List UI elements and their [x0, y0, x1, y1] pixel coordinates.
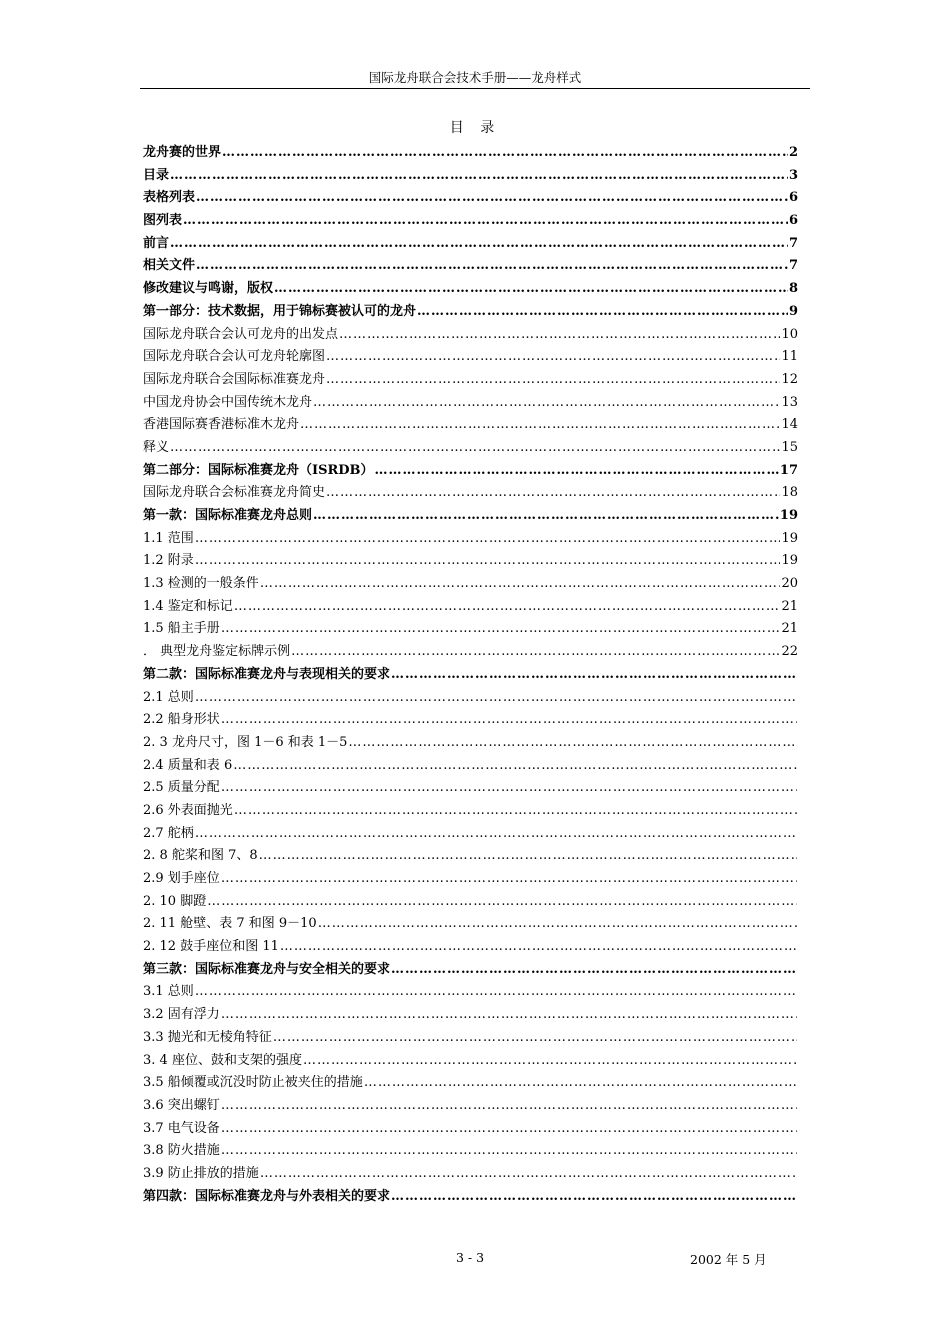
toc-dot-leader: [313, 505, 779, 528]
toc-entry-page: 19: [779, 508, 798, 523]
toc-dot-leader: [326, 346, 780, 369]
footer-page-number: 3 - 3: [455, 1250, 485, 1265]
toc-dot-leader: [318, 913, 797, 936]
toc-dot-leader: [221, 1140, 797, 1163]
toc-entry-label: 3.9 防止排放的措施: [143, 1165, 259, 1181]
toc-entry-label: 2.5 质量分配: [143, 780, 220, 796]
toc-dot-leader: [375, 460, 779, 483]
toc-entry[interactable]: [143, 936, 798, 959]
toc-entry-label: 图列表: [143, 213, 183, 229]
toc-entry-label: 第一部分：技术数据，用于锦标赛被认可的龙舟: [143, 303, 417, 319]
toc-dot-leader: [259, 845, 797, 868]
toc-entry-page: 22: [781, 644, 798, 660]
toc-entry-label: 3.1 总则: [143, 984, 194, 1000]
toc-entry-label: 2. 11 舱壁、表 7 和图 9－10: [143, 916, 317, 932]
toc-entry[interactable]: [143, 142, 798, 165]
toc-entry-label: 3.8 防火措施: [143, 1143, 220, 1159]
toc-dot-leader: [291, 641, 780, 664]
toc-entry-page: 15: [781, 439, 798, 455]
toc-entry[interactable]: [143, 1050, 798, 1073]
toc-entry-page: 9: [788, 303, 798, 319]
toc-entry-page: 13: [781, 394, 798, 410]
toc-entry[interactable]: [143, 1095, 798, 1118]
toc-entry[interactable]: [143, 301, 798, 324]
toc-dot-leader: [196, 255, 788, 278]
toc-entry-page: 20: [781, 576, 798, 592]
toc-entry-label: 第二款：国际标准赛龙舟与表现相关的要求: [143, 666, 391, 682]
toc-dot-leader: [221, 868, 797, 891]
toc-entry-label: 1.2 附录: [143, 553, 194, 569]
toc-entry-page: 21: [781, 598, 798, 614]
toc-dot-leader: [195, 528, 781, 551]
toc-entry[interactable]: [143, 1004, 798, 1027]
toc-dot-leader: [417, 301, 788, 324]
toc-entry-label: 前言: [143, 235, 170, 251]
toc-entry[interactable]: [143, 1118, 798, 1141]
toc-dot-leader: [326, 482, 780, 505]
toc-entry[interactable]: [143, 800, 798, 823]
toc-entry-label: ． 典型龙舟鉴定标牌示例: [143, 644, 291, 660]
toc-entry[interactable]: [143, 845, 798, 868]
toc-dot-leader: [221, 1095, 797, 1118]
toc-entry[interactable]: [143, 460, 798, 483]
toc-entry-label: 中国龙舟协会中国传统木龙舟: [143, 394, 313, 410]
toc-dot-leader: [221, 709, 797, 732]
toc-entry[interactable]: [143, 233, 798, 256]
toc-entry-page: 17: [779, 462, 798, 478]
toc-dot-leader: [391, 959, 797, 982]
toc-dot-leader: [260, 573, 781, 596]
toc-dot-leader: [233, 755, 797, 778]
toc-entry-label: 第一款：国际标准赛龙舟总则: [143, 508, 313, 523]
toc-entry-label: 国际龙舟联合会标准赛龙舟简史: [143, 485, 326, 501]
toc-title: 目 录: [449, 120, 501, 136]
toc-entry[interactable]: [143, 324, 798, 347]
toc-entry-label: 3.7 电气设备: [143, 1120, 220, 1136]
toc-entry-label: 2.1 总则: [143, 689, 194, 705]
toc-dot-leader: [234, 596, 781, 619]
toc-entry-label: 2. 12 鼓手座位和图 11: [143, 939, 279, 955]
toc-dot-leader: [273, 1027, 797, 1050]
toc-entry-label: 3.6 突出螺钉: [143, 1097, 220, 1113]
toc-entry[interactable]: [143, 687, 798, 710]
toc-entry-label: 2. 8 舵桨和图 7、8: [143, 848, 258, 864]
toc-entry[interactable]: [143, 1163, 798, 1186]
toc-entry-page: 11: [781, 349, 798, 365]
toc-entry[interactable]: [143, 959, 798, 982]
toc-dot-leader: [170, 165, 788, 188]
toc-entry-page: 18: [781, 485, 798, 501]
toc-dot-leader: [170, 233, 788, 256]
toc-entry-page: 7: [788, 235, 798, 251]
toc-entry-label: 3.5 船倾覆或沉没时防止被夹住的措施: [143, 1075, 363, 1091]
footer-date: 2002 年 5 月: [690, 1252, 767, 1267]
toc-dot-leader: [280, 936, 797, 959]
toc-entry-label: 目录: [143, 167, 170, 183]
toc-entry-page: 21: [781, 621, 798, 637]
toc-entry[interactable]: [143, 165, 798, 188]
toc-entry[interactable]: [143, 618, 798, 641]
toc-entry-page: 8: [788, 281, 798, 297]
toc-dot-leader: [348, 732, 797, 755]
toc-entry-label: 3.3 抛光和无棱角特征: [143, 1029, 272, 1045]
toc-dot-leader: [195, 823, 797, 846]
toc-dot-leader: [364, 1072, 797, 1095]
toc-entry-page: 6: [788, 213, 798, 229]
toc-entry-label: 释义: [143, 439, 170, 455]
toc-entry-label: 第三款：国际标准赛龙舟与安全相关的要求: [143, 961, 391, 977]
table-of-contents: [143, 142, 798, 1208]
toc-entry[interactable]: [143, 891, 798, 914]
toc-entry[interactable]: [143, 414, 798, 437]
toc-entry-page: 19: [781, 530, 798, 546]
toc-entry-label: 国际龙舟联合会认可龙舟的出发点: [143, 326, 339, 342]
toc-entry[interactable]: [143, 777, 798, 800]
toc-dot-leader: [195, 550, 781, 573]
toc-entry-label: 1.1 范围: [143, 530, 194, 546]
toc-dot-leader: [207, 891, 797, 914]
toc-entry-label: 国际龙舟联合会认可龙舟轮廓图: [143, 349, 326, 365]
running-header: 国际龙舟联合会技术手册——龙舟样式: [368, 70, 582, 85]
toc-entry-label: 2. 3 龙舟尺寸，图 1－6 和表 1－5: [143, 734, 348, 750]
toc-entry-label: 相关文件: [143, 258, 196, 274]
toc-dot-leader: [274, 278, 788, 301]
toc-entry[interactable]: [143, 346, 798, 369]
toc-entry[interactable]: [143, 392, 798, 415]
toc-entry-page: 7: [788, 258, 798, 274]
toc-entry[interactable]: [143, 255, 798, 278]
toc-entry[interactable]: [143, 596, 798, 619]
toc-dot-leader: [221, 618, 781, 641]
toc-entry-label: 2.7 舵柄: [143, 825, 194, 841]
toc-dot-leader: [391, 664, 797, 687]
toc-entry-page: 10: [781, 326, 798, 342]
toc-entry[interactable]: [143, 981, 798, 1004]
toc-entry-label: 龙舟赛的世界: [143, 145, 222, 160]
toc-entry-label: 修改建议与鸣谢，版权: [143, 281, 274, 297]
toc-dot-leader: [303, 1050, 797, 1073]
toc-entry[interactable]: [143, 210, 798, 233]
toc-entry-label: 3.2 固有浮力: [143, 1007, 220, 1023]
toc-entry-page: 6: [788, 190, 798, 206]
toc-entry-page: 2: [788, 145, 798, 160]
toc-entry[interactable]: [143, 755, 798, 778]
toc-entry-label: 1.4 鉴定和标记: [143, 598, 233, 614]
toc-dot-leader: [221, 1004, 797, 1027]
toc-entry[interactable]: [143, 868, 798, 891]
toc-entry-page: 12: [781, 371, 798, 387]
header-rule: [140, 88, 810, 89]
toc-entry[interactable]: [143, 1072, 798, 1095]
toc-entry[interactable]: [143, 641, 798, 664]
toc-dot-leader: [326, 369, 780, 392]
toc-entry[interactable]: [143, 187, 798, 210]
toc-entry[interactable]: [143, 482, 798, 505]
toc-entry-label: 2.6 外表面抛光: [143, 802, 233, 818]
toc-entry-label: 1.3 检测的一般条件: [143, 576, 259, 592]
toc-entry-page: 3: [788, 167, 798, 183]
toc-entry-label: 第四款：国际标准赛龙舟与外表相关的要求: [143, 1188, 391, 1204]
toc-dot-leader: [260, 1163, 797, 1186]
toc-entry[interactable]: [143, 528, 798, 551]
toc-entry[interactable]: [143, 278, 798, 301]
toc-dot-leader: [313, 392, 780, 415]
toc-entry[interactable]: [143, 709, 798, 732]
toc-entry-page: 19: [781, 553, 798, 569]
toc-entry[interactable]: [143, 1186, 798, 1209]
toc-dot-leader: [183, 210, 788, 233]
toc-entry-page: 14: [781, 417, 798, 433]
toc-dot-leader: [196, 187, 788, 210]
toc-dot-leader: [195, 981, 797, 1004]
toc-entry[interactable]: [143, 913, 798, 936]
toc-entry-label: 2.2 船身形状: [143, 712, 220, 728]
toc-dot-leader: [222, 142, 788, 165]
toc-dot-leader: [234, 800, 797, 823]
toc-entry-label: 第二部分：国际标准赛龙舟（ISRDB）: [143, 462, 374, 478]
toc-entry[interactable]: [143, 823, 798, 846]
toc-dot-leader: [221, 777, 797, 800]
toc-entry-label: 1.5 船主手册: [143, 621, 220, 637]
toc-dot-leader: [195, 687, 797, 710]
toc-entry-label: 香港国际赛香港标准木龙舟: [143, 417, 300, 433]
toc-entry-label: 3. 4 座位、鼓和支架的强度: [143, 1052, 302, 1068]
toc-entry[interactable]: [143, 505, 798, 528]
toc-entry[interactable]: [143, 1140, 798, 1163]
toc-entry[interactable]: [143, 550, 798, 573]
toc-dot-leader: [339, 324, 780, 347]
toc-entry[interactable]: [143, 573, 798, 596]
toc-entry[interactable]: [143, 1027, 798, 1050]
toc-entry-label: 表格列表: [143, 190, 196, 206]
toc-entry-label: 国际龙舟联合会国际标准赛龙舟: [143, 371, 326, 387]
toc-entry[interactable]: [143, 664, 798, 687]
toc-entry[interactable]: [143, 369, 798, 392]
toc-dot-leader: [221, 1118, 797, 1141]
toc-entry-label: 2. 10 脚蹬: [143, 893, 207, 909]
toc-entry-label: 2.9 划手座位: [143, 871, 220, 886]
toc-entry-label: 2.4 质量和表 6: [143, 757, 233, 773]
toc-dot-leader: [300, 414, 780, 437]
toc-dot-leader: [391, 1186, 797, 1209]
toc-entry[interactable]: [143, 437, 798, 460]
toc-entry[interactable]: [143, 732, 798, 755]
toc-dot-leader: [170, 437, 780, 460]
